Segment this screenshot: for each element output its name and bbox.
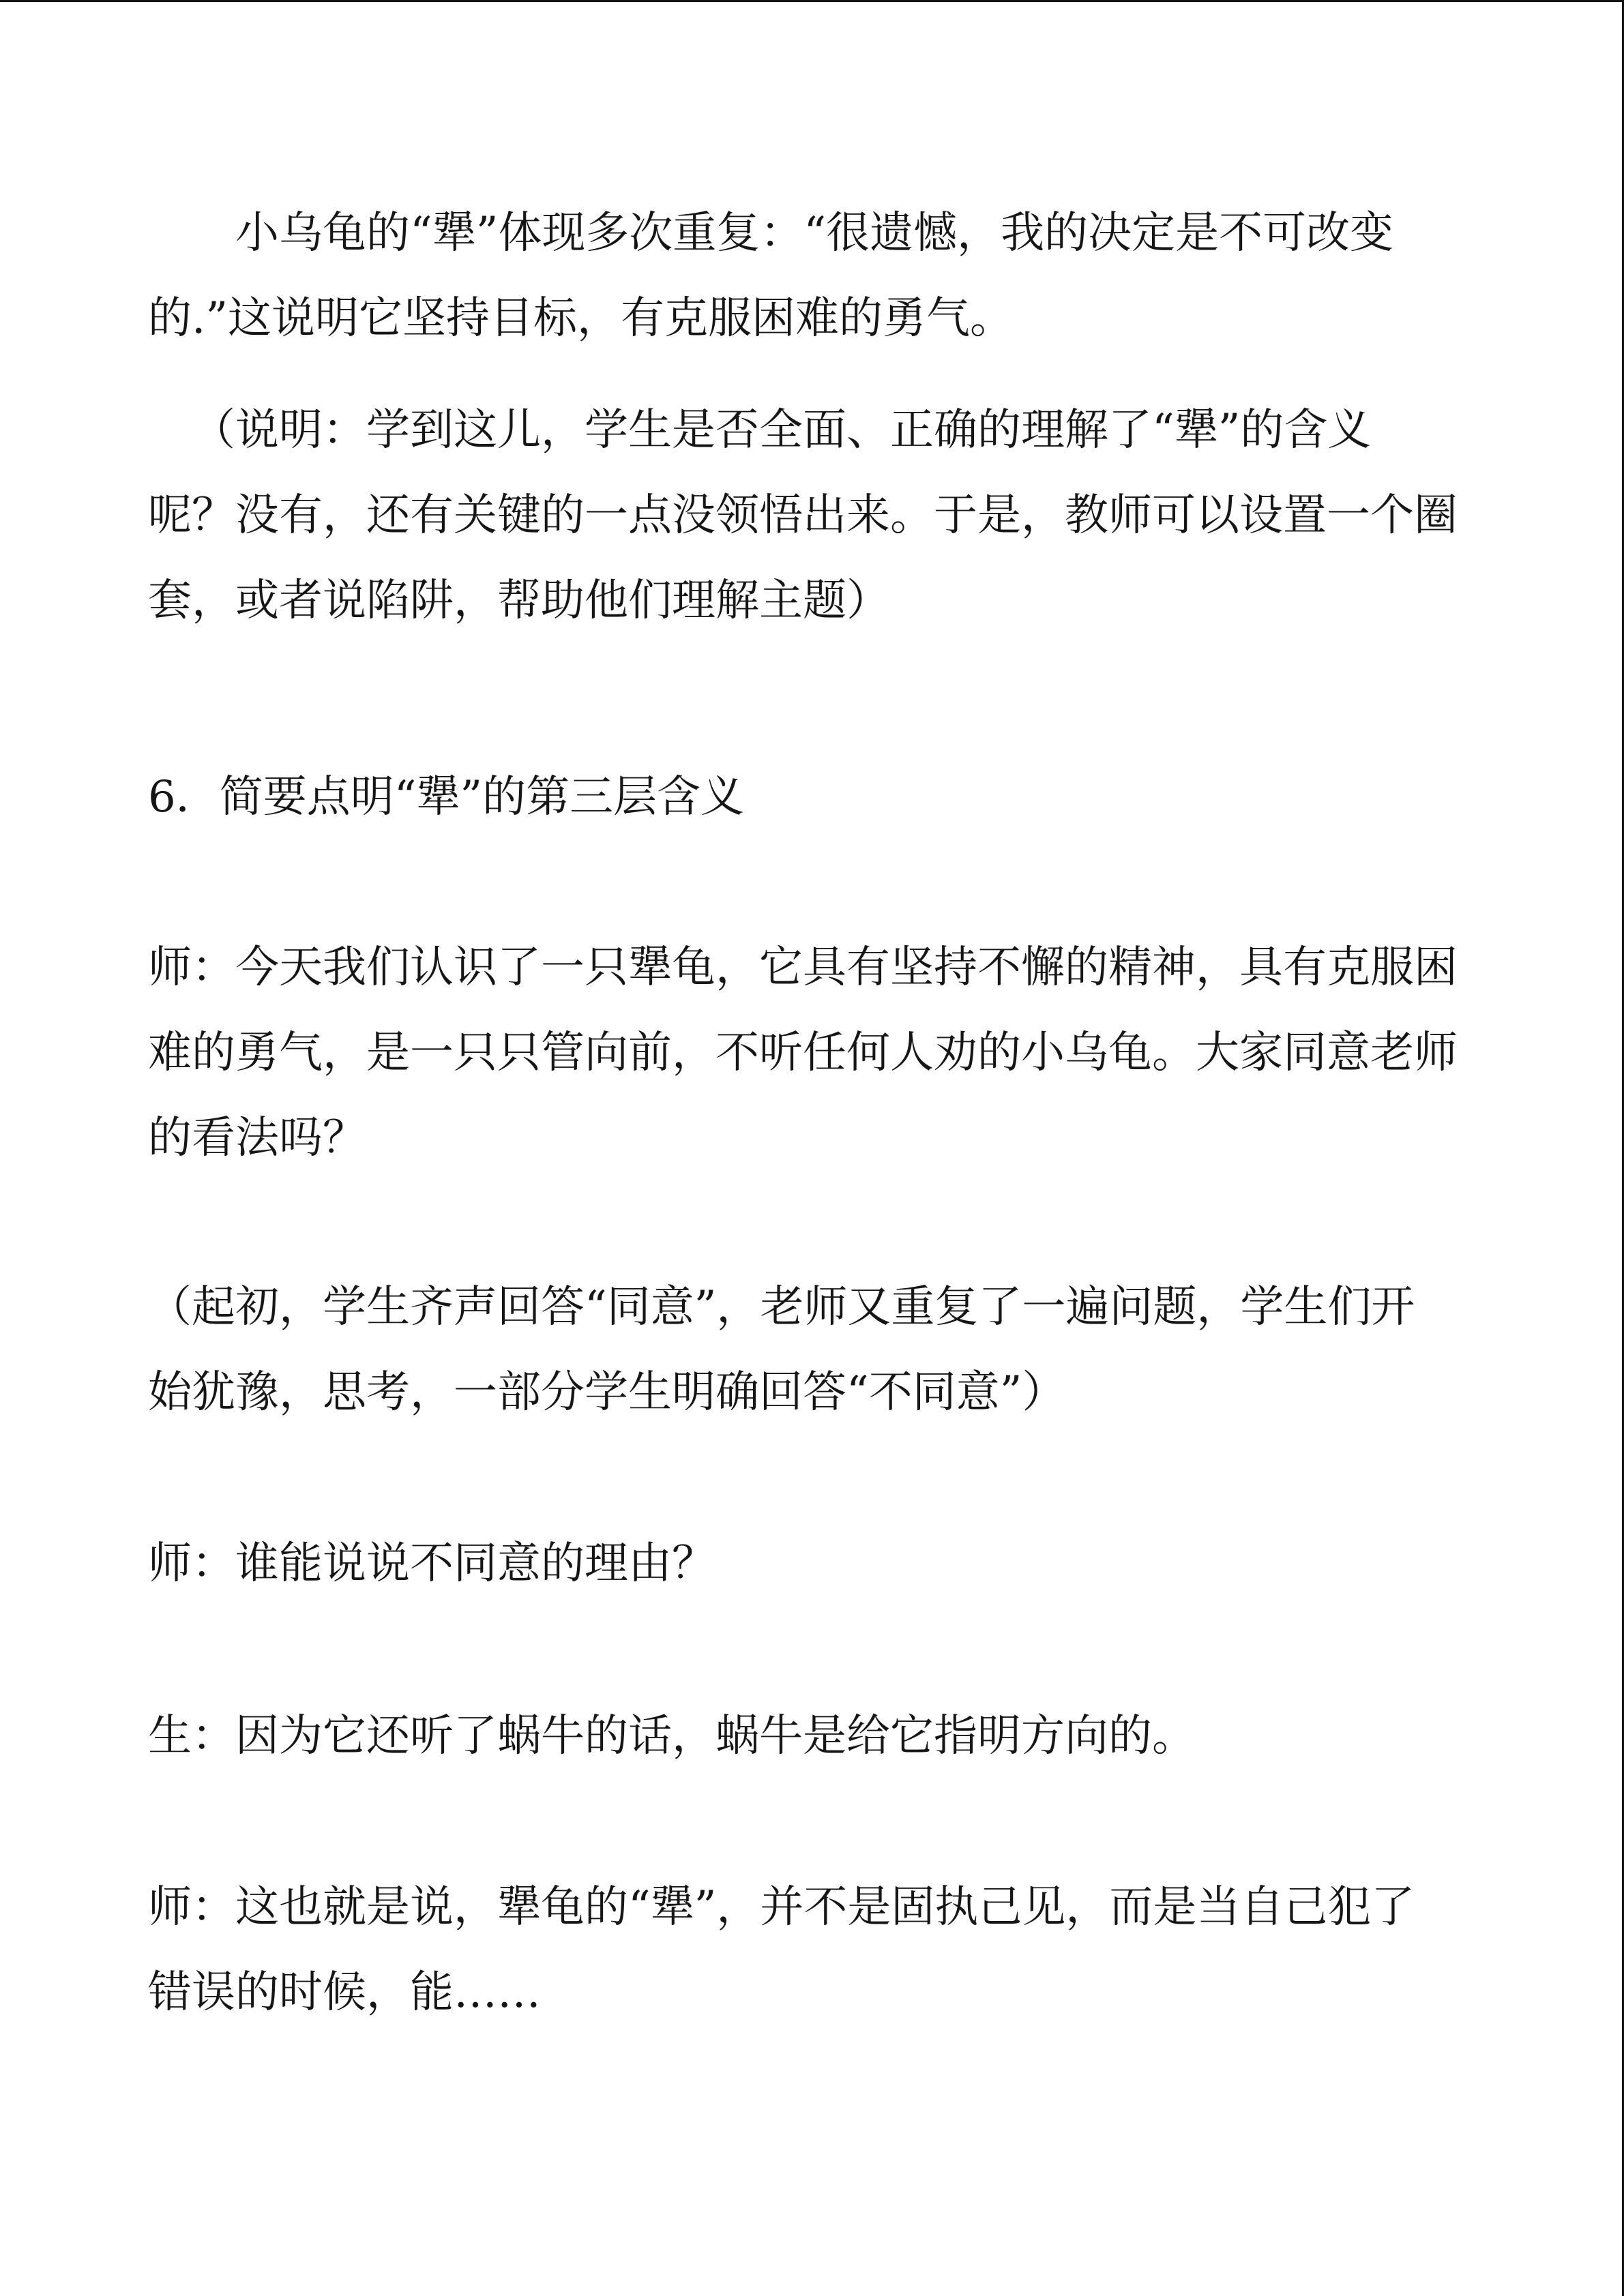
note-paragraph [148,1265,1594,1435]
text-line: 始犹豫，思考，一部分学生明确回答“不同意”） [148,1367,1066,1418]
text-line: 套，或者说陷阱，帮助他们理解主题） [148,576,890,626]
section-heading [148,755,1594,840]
text-line: 呢？没有，还有关键的一点没领悟出来。于是，教师可以设置一个圈 [148,490,1458,541]
text-line: 6．简要点明“犟”的第三层含义 [148,772,745,822]
text-line: （起初，学生齐声回答“同意”，老师又重复了一遍问题，学生们开 [148,1282,1415,1332]
body-paragraph [148,191,1594,361]
dialogue-paragraph [148,1865,1594,2036]
text-line: 师：这也就是说，犟龟的“犟”，并不是固执己见，而是当自己犯了 [148,1882,1415,1933]
text-line: 生：因为它还听了蜗牛的话，蜗牛是给它指明方向的。 [148,1711,1196,1761]
text-line: 的看法吗？ [148,1113,366,1163]
text-line: 师：今天我们认识了一只犟龟，它具有坚持不懈的精神，具有克服困 [148,942,1458,993]
text-line: 师：谁能说说不同意的理由？ [148,1538,715,1589]
dialogue-paragraph [148,1521,1594,1607]
dialogue-paragraph [148,925,1594,1181]
dialogue-paragraph [148,1694,1594,1779]
note-paragraph [148,388,1594,644]
text-line: 的.”这说明它坚持目标，有克服困难的勇气。 [148,293,1014,344]
text-line: 小乌龟的“犟”体现多次重复：“很遗憾，我的决定是不可改变 [235,208,1394,258]
text-line: 错误的时候，能…… [148,1967,541,2018]
text-line: 难的勇气，是一只只管向前，不听任何人劝的小乌龟。大家同意老师 [148,1028,1458,1078]
text-line: （说明：学到这儿，学生是否全面、正确的理解了“犟”的含义 [192,405,1372,456]
